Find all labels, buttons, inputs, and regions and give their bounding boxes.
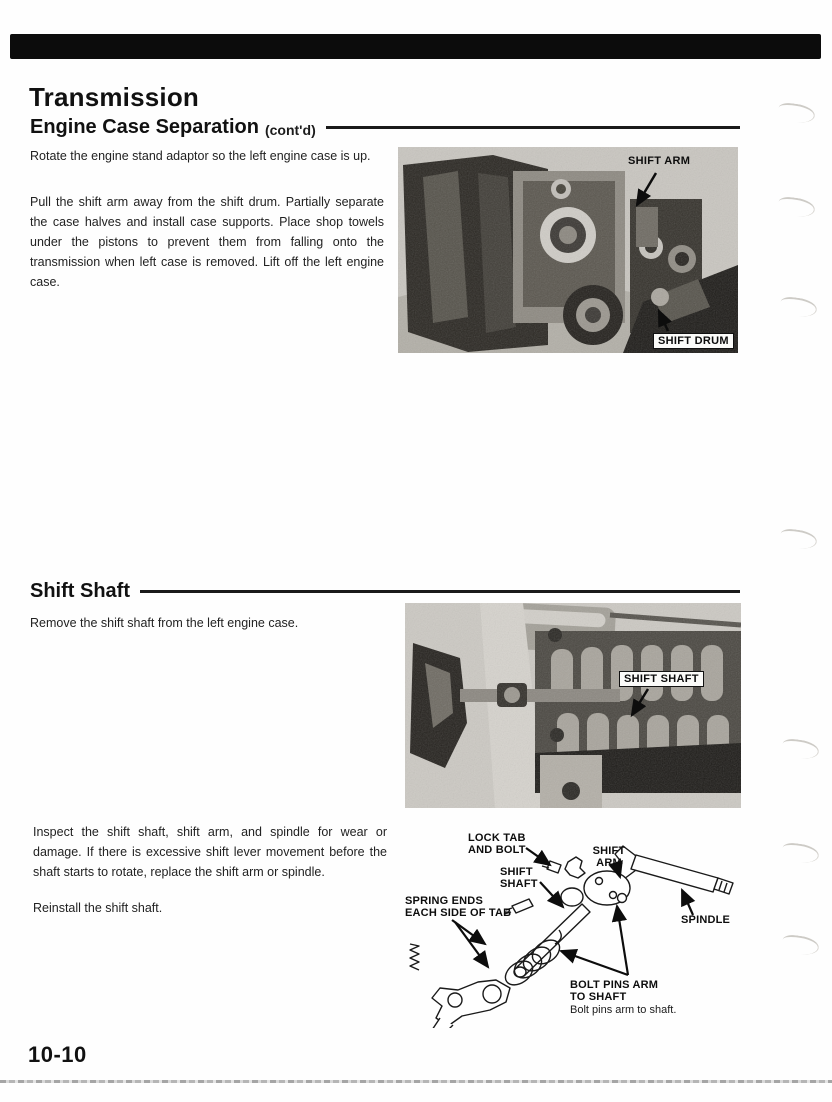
diagram-label-shift-shaft: SHIFT SHAFT xyxy=(500,866,538,890)
page-title: Transmission xyxy=(29,82,200,112)
diagram-label-shift-arm: SHIFT ARM xyxy=(592,845,626,869)
page-curl-mark xyxy=(777,102,816,125)
section2-heading-text: Shift Shaft xyxy=(30,580,130,602)
page-curl-mark xyxy=(779,296,818,319)
section1-heading-suffix: (cont'd) xyxy=(264,121,316,138)
paragraph: Reinstall the shift shaft. xyxy=(33,901,163,915)
shift-shaft-diagram xyxy=(400,828,820,1028)
page-curl-mark xyxy=(777,196,816,219)
diagram-caption: Bolt pins arm to shaft. xyxy=(570,1004,677,1016)
scan-edge-line xyxy=(0,1080,832,1083)
section-heading-shift-shaft xyxy=(30,580,740,603)
paragraph: Rotate the engine stand adaptor so the left engine case is up. xyxy=(30,149,371,163)
diagram-label-lock-tab: LOCK TAB AND BOLT xyxy=(468,832,526,856)
diagram-label-spindle: SPINDLE xyxy=(681,914,731,926)
section2-rule xyxy=(140,590,740,593)
photo-label-shift-shaft: SHIFT SHAFT xyxy=(619,671,704,687)
page-number: 10-10 xyxy=(28,1042,87,1067)
page-curl-mark xyxy=(781,738,820,761)
page-curl-mark xyxy=(779,528,818,551)
section-heading-engine-case-separation xyxy=(30,116,740,139)
photo-shift-shaft xyxy=(405,603,741,808)
engine-photo-art xyxy=(398,147,738,353)
diagram-label-spring-ends: SPRING ENDS EACH SIDE OF TAB xyxy=(405,895,512,919)
diagram-label-bolt-pins: BOLT PINS ARM TO SHAFT xyxy=(570,979,659,1003)
paragraph: Inspect the shift shaft, shift arm, and spindle for wear or damage. If there is excessive shift lever movement before the shaft starts to rotate, replace the shift arm or spindle. xyxy=(33,825,387,879)
paragraph: Pull the shift arm away from the shift drum. Partially separate the case halves and install case supports. Place shop towels under the pistons to prevent them from falling onto the transmission when left case is removed. Lift off the left engine case. xyxy=(30,195,384,289)
photo-label-shift-drum: SHIFT DRUM xyxy=(653,333,734,349)
section1-heading-text: Engine Case Separation xyxy=(30,116,259,138)
photo-engine-case-separation xyxy=(398,147,738,353)
case-photo-art xyxy=(405,603,741,808)
photo-label-shift-arm: SHIFT ARM xyxy=(628,155,691,167)
scan-artifact-bar xyxy=(10,34,821,59)
section1-rule xyxy=(326,126,740,129)
paragraph: Remove the shift shaft from the left engine case. xyxy=(30,616,299,630)
